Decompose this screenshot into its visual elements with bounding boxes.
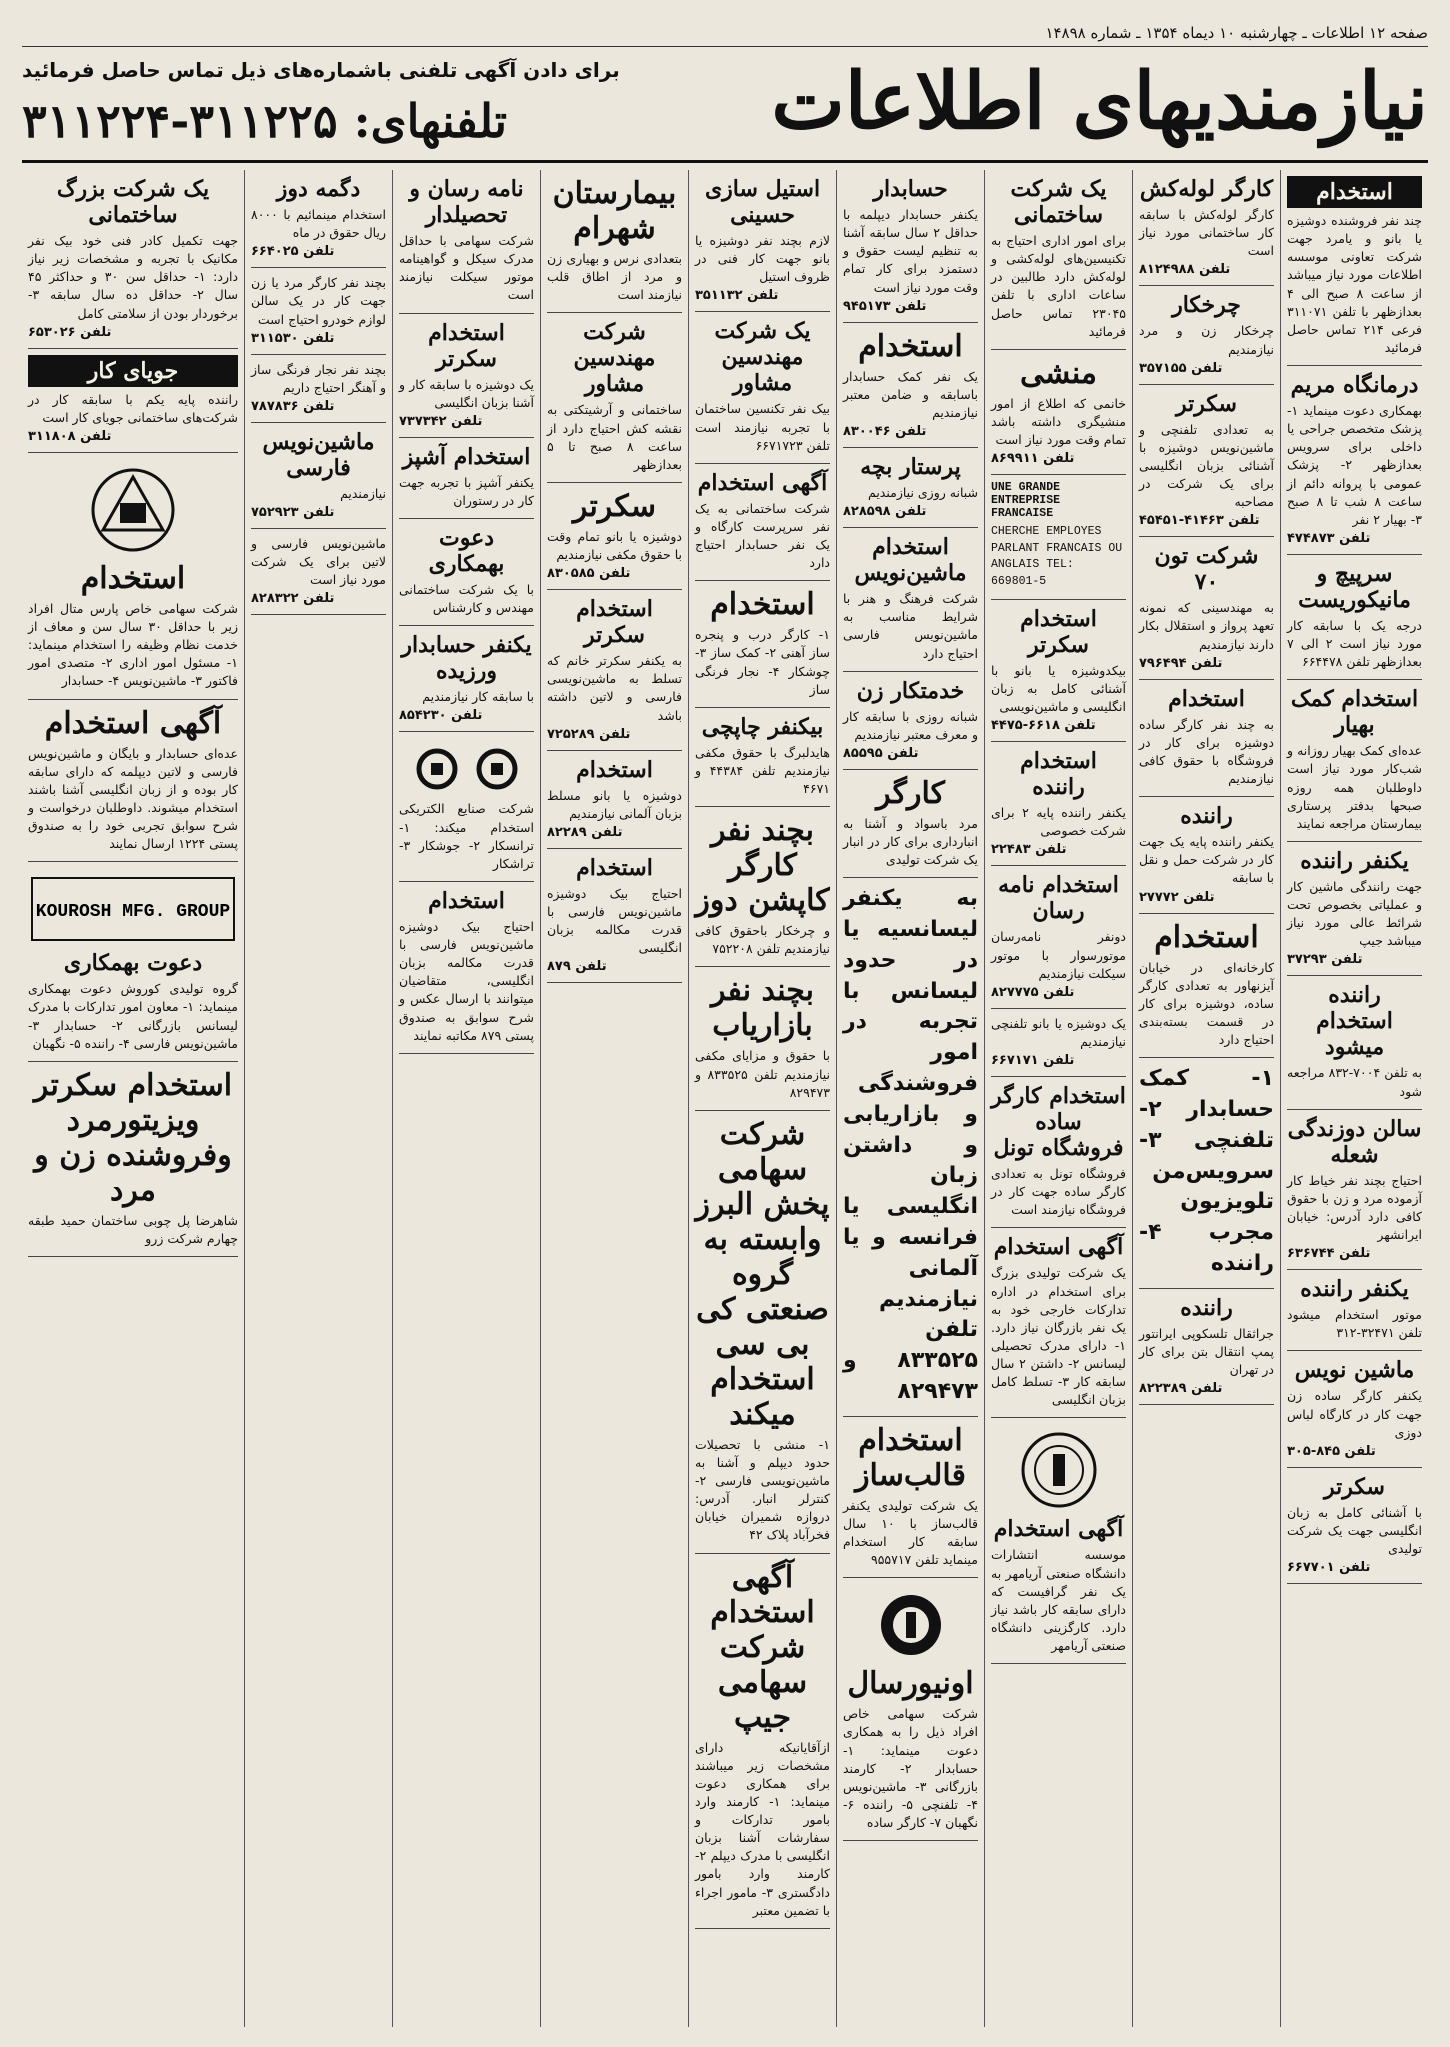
classified-ad [547,313,682,483]
classified-ad [991,1418,1126,1664]
ad-body: برای امور اداری احتیاج به تکنیسین‌های لوله‌کشی و لوله‌کش دارد طالبین در ساعات اداری با تلفن ۲۳۰۴۵ تماس حاصل فرمائید [991,233,1126,339]
classified-ad [28,1062,238,1257]
ad-body: به تعدادی تلفنچی و ماشین‌نویس دوشیزه با آشنائی بزبان انگلیسی برای یک شرکت در مصاحبه [1139,421,1274,510]
ad-body: گروه تولیدی کوروش دعوت بهمکاری مینماید: ۱- معاون امور تدارکات با مدرک لیسانس بازرگانی ۲- حسابدار ۳- ماشین‌نویس فارسی ۴- راننده ۵- نگهبان [28,981,238,1051]
ad-title: آگهی استخدام [44,705,222,741]
column-1 [1280,170,1428,2027]
classified-ad [991,1077,1126,1228]
seal-logo-graphic [1019,1430,1099,1510]
classified-ad [1287,1468,1422,1584]
ad-body: شرکت سهامی با حداقل مدرک سیکل و گواهینامه موتور سیکلت نیازمند است [399,233,534,303]
classified-ad [695,170,830,312]
ad-body: احتیاج بیک دوشیزه ماشین‌نویس فارسی با قدرت مکالمه بزبان انگلیسی، متقاضیان میتوانند با ارسال عکس و شرح سوابق به صندوق پستی ۸۷۹ مکاتبه نمایند [399,918,534,1043]
ad-phone: تلفن ۷۸۷۸۳۶ [251,398,335,414]
classified-ad [399,519,534,626]
classified-ad [695,807,830,967]
kourosh-logo-graphic [28,874,238,944]
ad-title: استخدام [80,560,186,596]
classified-ad [843,528,978,672]
ad-title: راننده [1180,803,1233,830]
ad-body: به تلفن ۷۰۰۴-۸۳۲ مراجعه شود [1287,1065,1422,1099]
classified-ad [1287,842,1422,977]
classified-ad [28,349,238,453]
ad-title: منشی [1020,355,1097,391]
classified-ad [28,700,238,863]
classified-ad [695,1554,830,1929]
ad-phone: تلفن ۶۶۴۰۲۵ [251,244,335,260]
ad-title: ماشین‌نویس فارسی [262,428,375,481]
ad-body: لازم بچند نفر دوشیزه یا بانو جهت کار فنی در ظروف استیل [695,233,830,285]
badge-logo [843,1584,978,1666]
ad-phone: تلفن ۸۷۹ [547,959,607,975]
ad-body: یکنفر راننده پایه یک جهت کار در شرکت حمل و نقل با سابقه [1139,834,1274,886]
kourosh-logo-text: KOUROSH MFG. GROUP [35,902,231,923]
ad-body: خانمی که اطلاع از امور منشیگری داشته باشد تمام وقت مورد نیاز است [991,395,1126,447]
ad-title: استخدام [1154,919,1259,955]
badge-logo-graphic [876,1590,946,1660]
ad-title: استخدام نامه رسان [998,872,1119,925]
ad-body: بهمکاری دعوت مینماید ۱- پزشک متخصص جراحی یا داخلی برای سرویس بعدازظهر ۲- پزشک عمومی با پروانه دائم از ساعت ۸ شب تا ۸ صبح ۳- بهیار ۲ نفر [1287,403,1422,527]
ad-phone: تلفن ۶۵۳۰۲۶ [28,324,112,340]
classified-ad [695,708,830,807]
ad-phone: تلفن ۹۴۵۱۷۳ [843,298,927,314]
ad-body: ماشین‌نویس فارسی و لاتین برای یک شرکت مورد نیاز است [251,536,386,588]
ad-body: یک دوشیزه یا بانو تلفنچی نیازمندیم [991,1015,1126,1049]
classified-ad [991,350,1126,475]
ad-phone: تلفن ۷۵۲۹۲۳ [251,505,335,520]
ad-phone: تلفن ۸۱۲۴۹۸۸ [1139,262,1231,278]
ad-phone: تلفن ۳۷۲۹۳ [1287,952,1363,968]
ad-title: یکنفر راننده [1300,847,1409,874]
classified-ad [1287,1270,1422,1351]
ring-logo [399,738,534,800]
ad-body: احتیاج بچند نفر خیاط کار آزموده مرد و زن با حقوق کافی دارد آدرس: خیابان ایرانشهر [1287,1172,1422,1242]
classified-ad [1287,1110,1422,1271]
classified-ad [843,1578,978,1841]
ad-title: شرکت سهامی پخش البرز وابسته به گروه صنعتی کی بی سی استخدام میکند [695,1116,830,1432]
ad-title: کارگر [876,775,945,811]
column-9 [22,170,244,2027]
ad-body: شبانه روزی با سابقه کار و معرف معتبر نیازمندیم [843,708,978,742]
masthead [22,52,1428,163]
ad-phone: تلفن ۴۱۴۶۳-۴۵۴۵۱ [1139,513,1260,529]
ad-title: سکرتر [572,488,657,524]
ad-title: آگهی استخدام [993,1234,1124,1261]
pm-logo-graphic [88,465,178,555]
ad-title: درمانگاه مریم [1290,372,1419,398]
ad-title: استخدام [428,887,505,914]
ad-phone: تلفن ۶۶۷۷۰۱ [1287,1560,1371,1576]
ad-body: با حقوق و مزایای مکفی نیازمندیم تلفن ۸۳۳۵۲۵ و ۸۲۹۴۷۳ [695,1048,830,1100]
classified-ad [1139,1289,1274,1405]
ad-phone: تلفن ۸۵۴۲۳۰ [399,708,483,724]
ad-body: بیک نفر تکنسین ساختمان با تجربه نیازمند است تلفن ۶۶۷۱۷۲۳ [695,401,830,453]
classified-ad [251,423,386,529]
ad-body: کارخانه‌ای در خیابان آیزنهاور به تعدادی کارگر ساده، دوشیزه برای کار در قسمت بسته‌بندی احتیاج دارد [1139,959,1274,1047]
ad-body: و چرخکار باحقوق کافی نیازمندیم تلفن ۷۵۲۲۰۸ [695,923,830,957]
classified-ad [547,170,682,313]
ad-body: شاهرضا پل چوبی ساختمان حمید طبقه چهارم شرکت زرو [28,1212,238,1246]
ad-body: دوشیزه یا بانو تمام وقت با حقوق مکفی نیازمندیم [547,528,682,562]
classified-ad [991,866,1126,1008]
classified-ad [1139,537,1274,679]
ad-phone: تلفن ۶۶۱۸-۴۴۷۵ [991,718,1096,734]
ad-body: شرکت سهامی خاص افراد ذیل را به همکاری دعوت مینماید: ۱- حسابدار ۲- کارمند بازرگانی ۳- ماشین‌نویس ۴- تلفنچی ۵- راننده ۶- نگهبان ۷- کارگر ساده [843,1706,978,1831]
ad-title: حسابدار [873,176,948,202]
column-4 [836,170,984,2027]
ad-title: سکرتر [1324,1473,1385,1500]
ad-title: آگهی استخدام [993,1516,1124,1543]
ad-title: استخدام [710,587,815,623]
classified-ad [843,770,978,878]
ad-title: سکرتر [1176,390,1237,417]
page-info-line [22,24,1428,47]
classified-ad [843,170,978,323]
classified-ad [28,170,238,349]
ad-title: دعوت بهمکاری [428,525,505,577]
masthead-title: نیازمندیهای اطلاعات [771,56,1428,147]
ad-title: استخدام کمک بهیار [1290,686,1419,739]
classified-ad [1139,680,1274,798]
classified-ad [843,878,978,1417]
classified-ad [1287,1351,1422,1467]
ad-body: ۱- کمک حسابدار ۲- تلفنچی ۳- سرویس‌من تلویزیون مجرب ۴- راننده [1139,1066,1274,1276]
ad-title: استخدام راننده [1020,748,1097,801]
classified-ad [399,170,534,314]
ad-body: به مهندسینی که نمونه تعهد پرواز و استقلال بکار دارند نیازمندیم [1139,600,1274,652]
ad-title: استخدام قالب‌ساز [855,1422,966,1493]
ad-body: راننده پایه یکم با سابقه کار در شرکت‌های ساختمانی جویای کار است [28,391,238,425]
ad-title: بیمارستان شهرام [552,176,677,246]
classified-ad [695,581,830,708]
classified-ad [251,529,386,615]
ad-title: پرستار بچه [860,454,961,480]
ad-title: یک شرکت بزرگ ساختمانی [56,176,210,228]
ad-phone: تلفن ۷۹۶۴۹۴ [1139,655,1223,671]
ad-body: جهت تکمیل کادر فنی خود بیک نفر مکانیک با تجربه و مشخصات زیر نیاز دارد: ۱- حداقل سن ۳۰ و حداکثر ۴۵ سال ۲- حداقل ده سال سابقه ۳- برخوردار بودن از سلامتی کامل [28,233,239,321]
classified-ad [1139,286,1274,384]
ad-body: با آشنائی کامل به زبان انگلیسی جهت یک شرکت تولیدی [1287,1504,1422,1556]
ad-body: یک شرکت تولیدی بزرگ برای استخدام در اداره تدارکات خارجی خود به یک نفر بازرگان نیاز دارد. ۱- دارای مدرک تحصیلی لیسانس ۲- داشتن ۲ سال سابقه کار ۳- تسلط کامل بزبان انگلیسی [991,1265,1127,1408]
ad-body: یک شرکت تولیدی یکنفر قالب‌ساز با ۱۰ سال سابقه کار استخدام مینماید تلفن ۹۵۵۷۱۷ [843,1497,979,1568]
ad-title: استخدام آشپز [402,443,531,470]
classified-ad [547,590,682,751]
ad-phone: تلفن ۳۱۱۸۰۸ [28,428,112,444]
ad-body: شرکت صنایع الکتریکی استخدام میکند: ۱- ترانسکار ۲- جوشکار ۳- تراشکار [399,801,534,871]
ad-phone: تلفن ۶۳۶۷۴۴ [1287,1246,1371,1262]
ad-title: یکنفر حسابدار ورزیده [401,632,532,685]
classified-ad [1139,914,1274,1059]
ad-body: به یکنفر لیسانسیه یا در حدود لیسانس با تجربه در امور فروشندگی و بازاریابی و داشتن زبان انگلیسی یا فرانسه و یا آلمانی نیازمندیم تلفن ۸۳۳۵۲۵ و ۸۲۹۴۷۳ [843,886,978,1404]
classified-ad [28,862,238,1062]
ad-phone: تلفن ۶۶۷۱۷۱ [991,1053,1075,1069]
ad-title: بچند نفر بازاریاب [710,973,815,1044]
classified-ad [1139,170,1274,286]
ad-body: احتیاج بیک دوشیزه ماشین‌نویس فارسی با قدرت مکالمه بزبان انگلیسی [547,885,682,956]
ad-phone: تلفن ۲۷۷۷۲ [1139,889,1215,905]
ad-title: راننده [1180,1294,1233,1321]
ad-body: بتعدادی نرس و بهیاری زن و مرد از اطاق قلب نیازمند است [547,251,682,303]
ad-title: دگمه دوز [276,176,361,202]
ad-title: استخدام [576,854,653,881]
ad-body: یکنفر آشپز با تجربه جهت کار در رستوران [399,474,534,508]
ad-body: استخدام مینمائیم با ۸۰۰۰ ریال حقوق در ماه [251,207,386,241]
classified-ad [251,355,386,423]
ad-title: بیکنفر چاپچی [701,713,824,740]
ad-title: یکنفر راننده [1300,1276,1409,1303]
ad-title: اونیورسال [847,1666,974,1702]
classified-ad [28,453,238,700]
ad-body: شرکت ساختمانی به یک نفر سرپرست کارگاه و یک نفر حسابدار احتیاج دارد [695,500,830,571]
ad-body: جراثقال تلسکوپی ایرانتور پمپ انتقال بتن برای کار در تهران [1139,1325,1274,1377]
ad-phone: تلفن ۴۷۴۸۷۳ [1287,530,1371,546]
ad-body: چرخکار زن و مرد نیازمندیم [1139,323,1274,357]
classified-ad [991,1009,1126,1077]
ad-body: چند نفر فروشنده دوشیزه یا بانو و یامرد جهت شرکت تعاونی موسسه اطلاعات مورد نیاز میباشد از ساعت ۸ صبح الی ۴ بعدازظهر با تلفن ۳۱۱۰۷۱ فرعی ۲۱۴ تماس حاصل فرمائید [1287,213,1422,355]
ad-title: استخدام سکرتر [576,596,653,649]
classified-ad [547,751,682,849]
ad-body: ساختمانی و آرشیتکتی به نقشه کش احتیاج دارد از ساعت ۸ صبح تا ۵ بعدازظهر [547,402,682,472]
column-3 [984,170,1132,2027]
ad-phone: تلفن ۸۲۲۳۸۹ [1139,1381,1223,1397]
ad-title: سالن دوزندگی شعله [1287,1115,1422,1168]
ad-body: دونفر نامه‌رسان موتورسوار با موتور سیکلت نیازمندیم [991,929,1126,981]
column-7 [392,170,540,2027]
ad-title: استخدام ماشین‌نویس [854,534,967,587]
ad-phone: تلفن ۷۲۵۲۸۹ [547,726,631,742]
column-6 [540,170,688,2027]
classified-ad [251,268,386,354]
ad-phone: تلفن ۳۵۱۱۳۲ [695,288,779,304]
ad-body: یکنفر حسابدار دیپلمه با حداقل ۲ سال سابقه آشنا به تنظیم لیست حقوق و دستمزد برای کار تمام وقت مورد نیاز است [843,207,978,295]
classified-ad [251,170,386,268]
ad-body: مرد باسواد و آشنا به انبارداری برای کار در انبار یک شرکت تولیدی [843,815,978,868]
ad-body: عده‌ای حسابدار و بایگان و ماشین‌نویس فارسی و لاتین دیپلمه که دارای سابقه کار بوده و از زبان انگلیسی آشنا باشند استخدام میشوند. داوطلبان درخواست و شرح سوابق تجربی خود را به صندوق پستی ۱۲۲۴ ارسال نمایند [28,745,238,852]
ad-body: یکنفر راننده پایه ۲ برای شرکت خصوصی [991,805,1127,839]
classified-columns [22,170,1428,2027]
ad-title: استخدام سکرتر [1020,605,1097,658]
ad-title: آگهی استخدام شرکت سهامی جیپ [710,1559,815,1735]
classified-ad [1139,385,1274,538]
classified-ad [843,448,978,528]
ad-title: خدمتکار زن [856,677,965,704]
ad-phone: تلفن ۳۵۷۱۵۵ [1139,360,1223,376]
ad-title: ماشین نویس [1294,1357,1415,1384]
classified-ad [991,1228,1126,1418]
ad-body: یک نفر کمک حسابدار باسابقه و ضامن معتبر نیازمندیم [843,368,978,420]
ad-title: سرپیچ و مانیکوریست [1298,560,1411,613]
ad-body: کارگر لوله‌کش با سابقه کار ساختمانی مورد نیاز است [1139,207,1274,259]
classified-ad [695,1111,830,1554]
classified-ad [843,323,978,448]
ad-title: استخدام سکرتر [428,319,505,372]
ad-phone: تلفن ۸۵۵۹۵ [843,745,919,761]
ring-logo-graphic [407,744,527,794]
classified-ad [547,849,682,984]
ad-title: استخدام [858,328,963,364]
classified-ad [1287,170,1422,366]
column-5 [688,170,836,2027]
ad-body: به چند نفر کارگر ساده دوشیزه برای کار در فروشگاه با حقوق کافی نیازمندیم [1139,716,1274,786]
classified-ad [1287,366,1422,555]
ad-body: ۱- کارگر درب و پنجره ساز آهنی ۲- کمک ساز ۳- چوشکار ۴- نجار فرنگی ساز [695,627,830,697]
ad-title: استخدام سکرتر ویزیتورمرد وفروشنده زن و مرد [33,1067,233,1208]
classified-ad [991,475,1126,600]
phone-note: برای دادن آگهی تلفنی باشماره‌های ذیل تماس حاصل فرمائید [22,58,620,82]
classified-ad [1287,680,1422,842]
ad-title: استخدام [576,756,653,783]
ad-title: آگهی استخدام [697,469,828,496]
classified-ad [991,600,1126,742]
ad-body: یکنفر کارگر ساده زن جهت کار در کارگاه لباس دوزی [1287,1388,1422,1440]
classified-ad [399,314,534,438]
classified-ad [1287,976,1422,1109]
ad-title: استخدام [1168,685,1245,712]
classified-ad [399,438,534,519]
ad-title: استیل سازی حسینی [704,176,821,228]
ad-phone: تلفن ۸۲۲۸۹ [547,824,623,840]
ad-body: CHERCHE EMPLOYES PARLANT FRANCAIS OU ANGLAIS TEL: 669801-5 [991,525,1123,589]
ad-body: موتور استخدام میشود تلفن ۳۲۴۷۱-۳۱۲ [1287,1307,1422,1341]
seal-logo [991,1424,1126,1516]
ad-body: درجه یک با سابقه کار مورد نیاز است ۲ الی ۷ بعدازظهر تلفن ۶۶۴۴۷۸ [1287,617,1422,670]
ad-body: جهت رانندگی ماشین کار و عملیاتی بخصوص تحت شرائط عالی مورد نیاز میباشد جیپ [1287,878,1422,949]
classified-ad [991,742,1126,866]
ad-body: عده‌ای کمک بهیار روزانه و شب‌کار مورد نیاز است داوطلبان همه روزه صبحها بدفتر پرستاری بیمارستان مراجعه نمایند [1287,743,1422,831]
ad-phone: تلفن ۸۴۵-۳۰۵ [1287,1443,1376,1459]
classified-ad [843,1417,978,1579]
classified-ad [843,672,978,770]
classified-ad [399,626,534,732]
ad-phone: تلفن ۸۳۰۰۴۶ [843,424,927,439]
ad-body: فروشگاه تونل به تعدادی کارگر ساده جهت کار در فروشگاه نیازمند است [991,1166,1126,1218]
ad-body: بچند نفر نجار فرنگی ساز و آهنگر احتیاج داریم [251,361,386,395]
ad-title: UNE GRANDE ENTREPRISE FRANCAISE [991,481,1061,521]
ad-title: بچند نفر کارگر کاپشن دوز [695,813,830,919]
ad-body: به یکنفر سکرتر خانم که تسلط به ماشین‌نویسی فارسی و لاتین داشته باشد [547,653,682,723]
ad-body: بچند نفر کارگر مرد یا زن جهت کار در یک سالن لوازم خودرو احتیاج است [251,275,386,327]
ad-phone: تلفن ۸۶۹۹۱۱ [991,451,1075,467]
classified-ad [1139,797,1274,913]
ad-body: دوشیزه یا بانو مسلط بزبان آلمانی نیازمندیم [547,787,682,821]
ad-title: دعوت بهمکاری [63,950,203,977]
ad-phone: تلفن ۸۳۰۵۸۵ [547,566,631,582]
ad-body: ازآقایانیکه دارای مشخصات زیر میباشند برای همکاری دعوت مینماید: ۱- کارمند وارد بامور تدارکات و سفارشات آشنا بزبان انگلیسی با مدرک دیپلم ۲- کارمند وارد بامور دادگستری ۳- مامور اجراء با تضمین معتبر [695,1739,830,1918]
classified-ad [399,882,534,1054]
ad-phone: تلفن ۸۲۷۷۷۵ [991,984,1075,1000]
ad-body: ۱- منشی با تحصیلات حدود دیپلم و آشنا به ماشین‌نویسی فارسی ۲- کنترلر انبار. آدرس: دروازه شمیران خیابان فخرآباد پلاک ۴۲ [695,1436,830,1543]
page-info: صفحه ۱۲ اطلاعات ـ چهارشنبه ۱۰ دیماه ۱۳۵۴ ـ شماره ۱۴۸۹۸ [1045,24,1428,42]
ad-title: یک شرکت مهندسین مشاور [714,318,811,397]
ad-title: استخدام کارگر ساده فروشگاه تونل [991,1083,1126,1162]
ad-phone: تلفن ۸۲۸۵۹۸ [843,504,927,520]
ad-title: شرکت تون ۷۰ [1154,543,1259,596]
ad-body: یک دوشیزه با سابقه کار و آشنا بزبان انگلیسی [399,376,534,410]
pm-logo [28,459,238,561]
classified-ad [1139,1058,1274,1289]
ad-title: راننده استخدام میشود [1316,982,1393,1061]
ad-phone: تلفن ۷۳۷۳۴۲ [399,413,483,429]
ad-body: هایدلبرگ با حقوق مکفی نیازمندیم تلفن ۴۴۳۸۴ و ۴۶۷۱ [695,744,830,796]
ad-body: موسسه انتشارات دانشگاه صنعتی آریامهر به یک نفر گرافیست که دارای سابقه کار باشد نیاز دارد. کارگزینی دانشگاه صنعتی آریامهر [991,1547,1126,1654]
kourosh-logo [28,868,238,950]
ad-body: با سابقه کار نیازمندیم [422,689,534,705]
classified-ad [695,312,830,463]
ad-title: شرکت مهندسین مشاور [573,319,656,398]
classified-ad [1287,555,1422,680]
ad-title: جویای کار [28,355,238,387]
classified-ad [695,464,830,582]
ad-phone: تلفن ۸۲۸۳۲۲ [251,591,335,607]
ad-body: شرکت فرهنگ و هنر با شرایط مناسب به ماشین‌نویس فارسی احتیاج دارد [843,591,978,661]
ad-title: چرخکار [1172,292,1241,319]
ad-body: نیازمندیم [340,485,386,501]
ad-body: بیکدوشیزه یا بانو با آشنائی کامل به زبان انگلیسی و ماشین‌نویسی [991,662,1126,715]
ad-phone: تلفن ۲۲۴۸۳ [991,842,1067,858]
ad-title: نامه رسان و تحصیلدار [409,176,524,228]
classified-ad [991,170,1126,350]
ad-body: شبانه روزی نیازمندیم [868,485,978,500]
ad-title: کارگر لوله‌کش [1139,176,1274,202]
column-2 [1132,170,1280,2027]
ad-title: استخدام [1287,176,1422,208]
ad-title: یک شرکت ساختمانی [1010,176,1107,228]
ad-phone: تلفن ۳۱۱۵۳۰ [251,330,335,346]
classified-ad [399,732,534,882]
ad-body: شرکت سهامی خاص پارس متال افراد زیر با حداقل ۳۰ سال سن و معاف از خدمت نظام وظیفه را استخدام مینماید: ۱- مسئول امور اداری ۲- متصدی امور فاکتور ۳- ماشین‌نویس ۴- حسابدار [28,600,238,689]
classified-ad [695,967,830,1110]
phone-numbers: تلفنهای: ۳۱۱۲۲۵-۳۱۱۲۲۴ [22,94,507,148]
ad-body: با یک شرکت ساختمانی مهندس و کارشناس [399,582,534,616]
classified-ad [547,483,682,590]
column-8 [244,170,392,2027]
